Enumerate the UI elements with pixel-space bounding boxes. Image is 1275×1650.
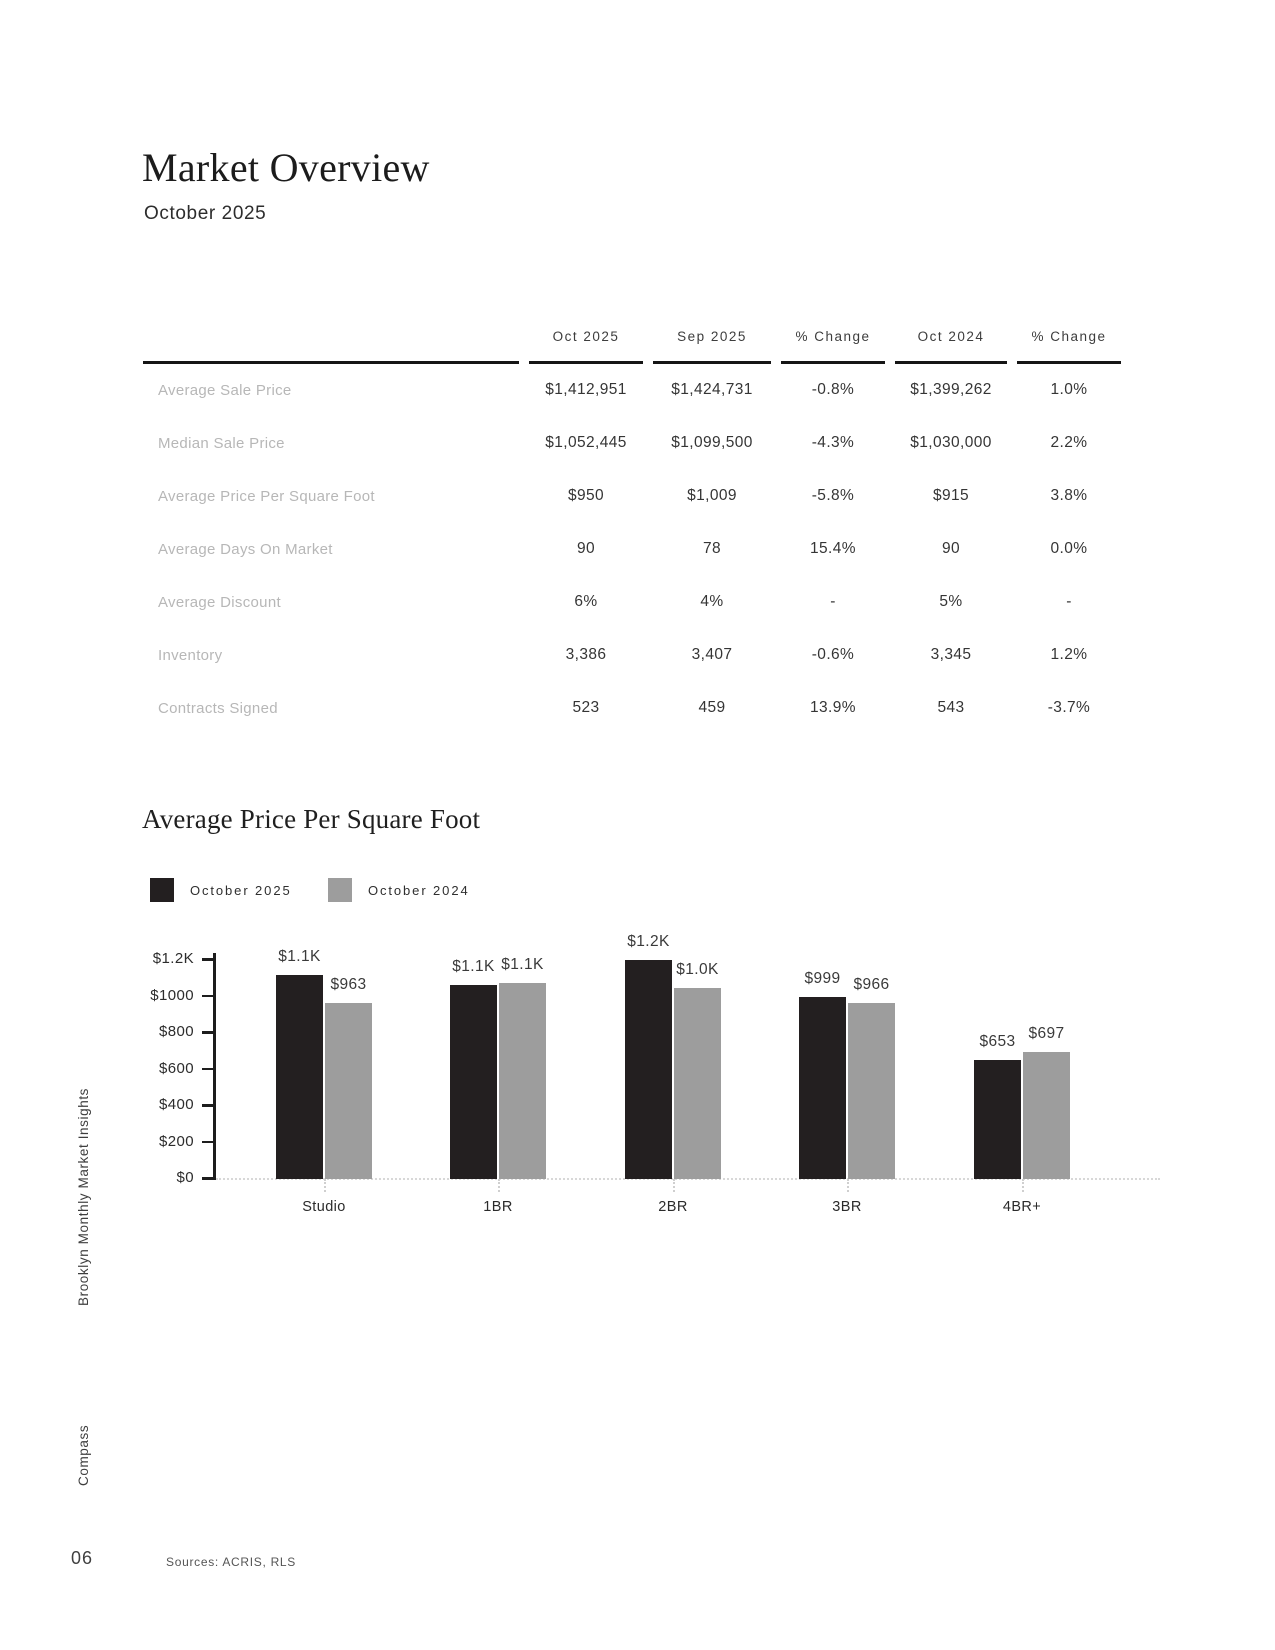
metric-label: Median Sale Price [158, 434, 285, 452]
bar-value-label: $697 [1028, 1025, 1065, 1042]
y-axis-tick-label: $200 [159, 1132, 194, 1150]
legend-swatch-prior [328, 878, 352, 902]
metric-value: -0.8% [811, 381, 855, 398]
table-body [143, 364, 1121, 735]
metric-label: Inventory [158, 646, 223, 664]
bar-4brplus-current [974, 1060, 1021, 1179]
legend-swatch-current [150, 878, 174, 902]
metric-value: 543 [937, 699, 965, 716]
page-subtitle: October 2025 [144, 203, 267, 224]
table-row [143, 417, 1121, 470]
legend-item-current [150, 878, 292, 902]
table-row [143, 629, 1121, 682]
metric-label: Contracts Signed [158, 699, 278, 717]
bar-4brplus-prior [1023, 1052, 1070, 1179]
bar-studio-current [276, 975, 323, 1179]
metric-value: $1,052,445 [545, 434, 627, 451]
y-axis-tick-label: $400 [159, 1096, 194, 1113]
market-metrics-table [133, 330, 1131, 735]
bar-1br-current [450, 985, 497, 1179]
metric-label: Average Discount [158, 593, 281, 611]
category-tick [673, 1179, 675, 1192]
legend-label-current: October 2025 [190, 882, 292, 898]
metric-value: 1.0% [1050, 381, 1088, 398]
chart-heading: Average Price Per Square Foot [142, 804, 481, 834]
legend-label-prior: October 2024 [368, 882, 470, 898]
metric-value: -0.6% [811, 646, 855, 663]
bar-chart-plot [150, 933, 1160, 1215]
sidebar-brand: Compass [76, 1424, 91, 1486]
metric-value: 6% [574, 593, 598, 610]
page-title: Market Overview [142, 145, 430, 190]
table-column-header-blank [143, 330, 519, 364]
x-axis-category-label: Studio [302, 1199, 346, 1215]
metric-label: Average Sale Price [158, 381, 292, 399]
metric-value: 4% [700, 593, 724, 610]
bar-3br-current [799, 997, 846, 1179]
metric-value: $1,030,000 [910, 434, 992, 451]
metric-value: 459 [698, 699, 726, 716]
y-axis-tick-label: $600 [159, 1059, 194, 1077]
table-column-header: Oct 2025 [529, 330, 643, 364]
metric-value: 15.4% [810, 540, 856, 557]
metric-value: 3,345 [930, 646, 972, 663]
metric-value: $1,099,500 [671, 434, 753, 451]
metric-value: $950 [567, 487, 605, 504]
y-axis-tick [202, 1031, 216, 1034]
metric-value: $1,424,731 [671, 381, 753, 398]
metric-value: 90 [941, 540, 961, 557]
bar-value-label: $1.1K [501, 956, 544, 973]
metric-value: 1.2% [1050, 646, 1088, 663]
metric-value: 0.0% [1050, 540, 1088, 557]
metric-value: 523 [572, 699, 600, 716]
table-row [143, 682, 1121, 735]
y-axis-tick [202, 995, 216, 998]
table-column-header: % Change [781, 330, 885, 364]
x-axis-category-label: 1BR [483, 1199, 513, 1215]
legend-item-prior [328, 878, 470, 902]
metric-label: Average Price Per Square Foot [158, 487, 375, 505]
y-axis-tick [202, 1177, 216, 1180]
category-tick [847, 1179, 849, 1192]
metric-value: - [830, 593, 836, 610]
category-tick [498, 1179, 500, 1192]
y-axis-tick-label: $800 [159, 1023, 194, 1040]
bar-value-label: $966 [853, 976, 890, 993]
metric-value: 3,386 [565, 646, 607, 663]
metric-value: -5.8% [811, 487, 855, 504]
metric-value: -4.3% [811, 434, 855, 451]
y-axis-tick [202, 1141, 216, 1144]
bar-value-label: $963 [330, 976, 367, 993]
category-tick [1022, 1179, 1024, 1192]
metric-value: 13.9% [810, 699, 856, 716]
table-header-row [143, 330, 1121, 364]
metric-label: Average Days On Market [158, 540, 333, 558]
bar-value-label: $1.1K [278, 948, 321, 965]
bar-3br-prior [848, 1003, 895, 1179]
y-axis-tick [202, 1068, 216, 1071]
y-axis-tick [202, 958, 216, 961]
metric-value: $915 [932, 487, 970, 504]
x-axis-category-label: 4BR+ [1002, 1199, 1042, 1215]
table-row [143, 576, 1121, 629]
bar-value-label: $653 [979, 1033, 1016, 1050]
bar-value-label: $999 [804, 970, 841, 987]
metric-value: - [1066, 593, 1072, 610]
metric-value: -3.7% [1047, 699, 1091, 716]
sources-note: Sources: ACRIS, RLS [166, 1555, 297, 1569]
table-column-header: Sep 2025 [653, 330, 771, 364]
table-row [143, 364, 1121, 417]
metric-value: 78 [702, 540, 722, 557]
metric-value: 3.8% [1050, 487, 1088, 504]
table-header [143, 330, 1121, 364]
metric-value: 3,407 [691, 646, 733, 663]
y-axis-tick-label: $0 [176, 1169, 194, 1186]
bar-1br-prior [499, 983, 546, 1179]
bar-studio-prior [325, 1003, 372, 1179]
y-axis-line [213, 953, 216, 1179]
bar-value-label: $1.2K [627, 933, 670, 950]
bar-2br-current [625, 960, 672, 1179]
table-row [143, 523, 1121, 576]
metric-value: 5% [939, 593, 963, 610]
metric-value: $1,412,951 [545, 381, 627, 398]
x-axis-category-label: 2BR [658, 1199, 688, 1215]
page-number: 06 [71, 1548, 94, 1568]
table-column-header: % Change [1017, 330, 1121, 364]
sidebar-report-name: Brooklyn Monthly Market Insights [76, 1087, 91, 1306]
category-tick [324, 1179, 326, 1192]
table-row [143, 470, 1121, 523]
metric-value: 90 [576, 540, 596, 557]
table-column-header: Oct 2024 [895, 330, 1007, 364]
bar-value-label: $1.0K [676, 961, 719, 978]
bar-value-label: $1.1K [452, 958, 495, 975]
metric-value: 2.2% [1050, 434, 1088, 451]
y-axis-tick-label: $1000 [150, 986, 194, 1004]
x-axis-category-label: 3BR [832, 1199, 862, 1215]
y-axis-tick-label: $1.2K [152, 950, 194, 967]
bar-2br-prior [674, 988, 721, 1179]
y-axis-tick [202, 1104, 216, 1107]
metric-value: $1,399,262 [910, 381, 992, 398]
metric-value: $1,009 [687, 487, 737, 504]
